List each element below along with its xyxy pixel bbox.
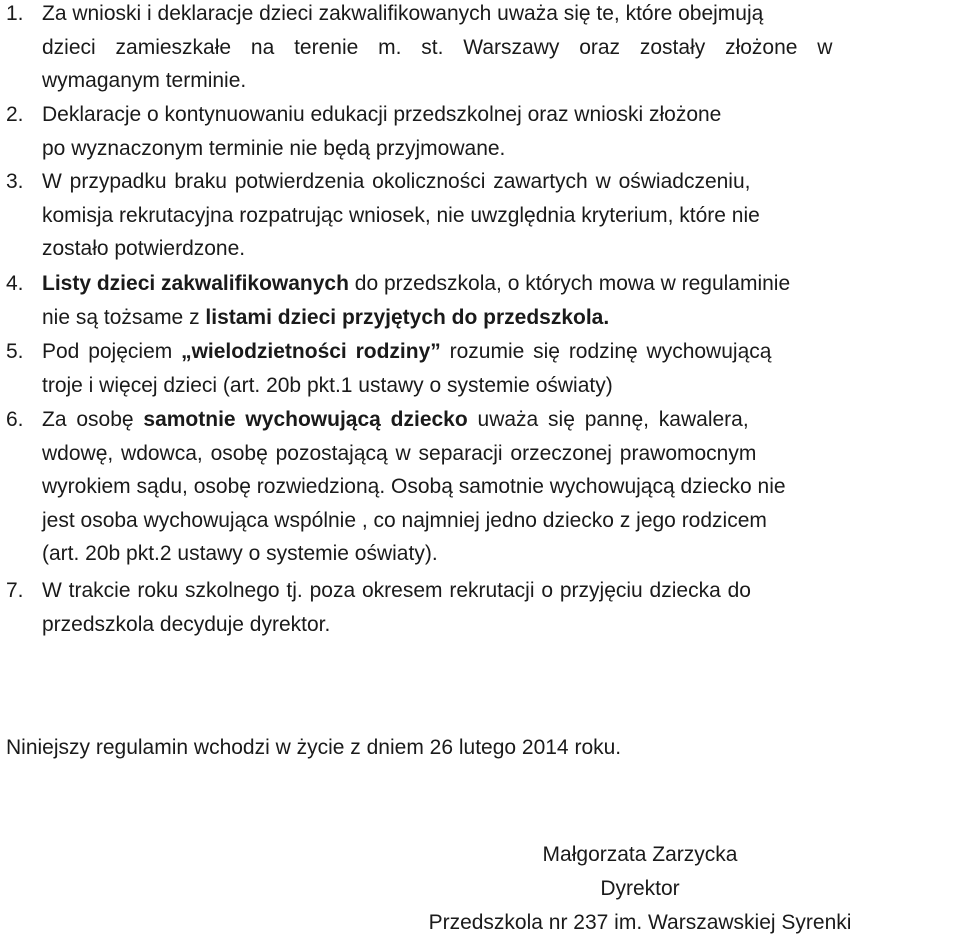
item-text: Za osobę bbox=[42, 408, 144, 431]
item-6-line-1 bbox=[6, 403, 954, 437]
item-text: zostało potwierdzone. bbox=[42, 237, 246, 261]
item-text: nie są tożsame z bbox=[42, 305, 206, 329]
item-6-line-5 bbox=[6, 537, 954, 571]
item-text: (art. 20b pkt.2 ustawy o systemie oświaty). bbox=[42, 542, 438, 566]
item-3-line-2 bbox=[6, 199, 954, 233]
regulation-item-2 bbox=[6, 98, 954, 165]
item-7-line-1 bbox=[6, 574, 954, 608]
item-number: 3. bbox=[6, 170, 24, 193]
item-bold-text: Listy dzieci zakwalifikowanych bbox=[42, 272, 349, 295]
item-5-line-1 bbox=[6, 335, 954, 369]
item-4-line-1 bbox=[6, 267, 954, 301]
item-text: uważa się pannę, kawalera, bbox=[467, 408, 749, 431]
item-text: rozumie się rodzinę wychowującą bbox=[440, 340, 772, 363]
item-text: przedszkola decyduje dyrektor. bbox=[42, 612, 331, 636]
item-text: Deklaracje o kontynuowaniu edukacji przedszkolnej oraz wnioski złożone bbox=[42, 103, 722, 126]
item-number: 2. bbox=[6, 103, 24, 126]
regulation-item-6 bbox=[6, 403, 954, 571]
regulation-item-3 bbox=[6, 165, 954, 266]
signatory-role: Dyrektor bbox=[600, 877, 680, 900]
item-bold-text: listami dzieci przyjętych do przedszkola. bbox=[205, 305, 610, 329]
item-2-line-1 bbox=[6, 98, 954, 132]
item-4-line-2 bbox=[6, 301, 954, 335]
item-7-line-2 bbox=[6, 608, 954, 642]
item-1-line-2 bbox=[6, 31, 954, 65]
signature-block bbox=[381, 838, 899, 940]
item-text: wyrokiem sądu, osobę rozwiedzioną. Osobą samotnie wychowującą dziecko nie bbox=[42, 475, 786, 499]
item-text: W trakcie roku szkolnego tj. poza okresem rekrutacji o przyjęciu dziecka do bbox=[42, 579, 751, 602]
regulation-item-1 bbox=[6, 0, 954, 98]
item-text: Pod pojęciem bbox=[42, 340, 182, 363]
item-number: 6. bbox=[6, 408, 24, 431]
item-1-line-1 bbox=[6, 0, 954, 31]
item-text: jest osoba wychowująca wspólnie , co najmniej jedno dziecko z jego rodzicem bbox=[42, 508, 767, 532]
item-3-line-3 bbox=[6, 232, 954, 266]
item-bold-text: samotnie wychowującą dziecko bbox=[143, 408, 468, 431]
item-3-line-1 bbox=[6, 165, 954, 199]
item-text: troje i więcej dzieci (art. 20b pkt.1 ustawy o systemie oświaty) bbox=[42, 373, 613, 397]
regulation-item-4 bbox=[6, 267, 954, 334]
effective-date-statement: Niniejszy regulamin wchodzi w życie z dniem 26 lutego 2014 roku. bbox=[6, 736, 622, 759]
item-5-line-2 bbox=[6, 369, 954, 403]
item-6-line-4 bbox=[6, 504, 954, 538]
item-bold-text: „wielodzietności rodziny” bbox=[181, 340, 441, 363]
item-2-line-2 bbox=[6, 132, 954, 166]
signatory-institution: Przedszkola nr 237 im. Warszawskiej Syrenki bbox=[428, 911, 852, 934]
item-6-line-3 bbox=[6, 470, 954, 504]
regulation-item-7 bbox=[6, 574, 954, 641]
item-number: 1. bbox=[6, 2, 24, 25]
item-number: 4. bbox=[6, 272, 24, 295]
item-number: 5. bbox=[6, 340, 24, 363]
item-text: W przypadku braku potwierdzenia okoliczności zawartych w oświadczeniu, bbox=[42, 170, 751, 193]
regulation-item-5 bbox=[6, 335, 954, 402]
item-text: dzieci zamieszkałe na terenie m. st. Warszawy oraz zostały złożone w bbox=[42, 35, 833, 59]
item-text: po wyznaczonym terminie nie będą przyjmowane. bbox=[42, 136, 506, 160]
item-6-line-2 bbox=[6, 437, 954, 471]
item-text: komisja rekrutacyjna rozpatrując wniosek, nie uwzględnia kryterium, które nie bbox=[42, 203, 760, 227]
item-text: wymaganym terminie. bbox=[42, 69, 247, 93]
item-number: 7. bbox=[6, 579, 24, 602]
item-1-line-3 bbox=[6, 64, 954, 98]
item-text: do przedszkola, o których mowa w regulaminie bbox=[348, 272, 791, 295]
item-text: wdowę, wdowca, osobę pozostającą w separacji orzeczonej prawomocnym bbox=[42, 441, 757, 465]
signatory-name: Małgorzata Zarzycka bbox=[542, 843, 738, 866]
item-text: Za wnioski i deklaracje dzieci zakwalifikowanych uważa się te, które obejmują bbox=[42, 2, 764, 25]
